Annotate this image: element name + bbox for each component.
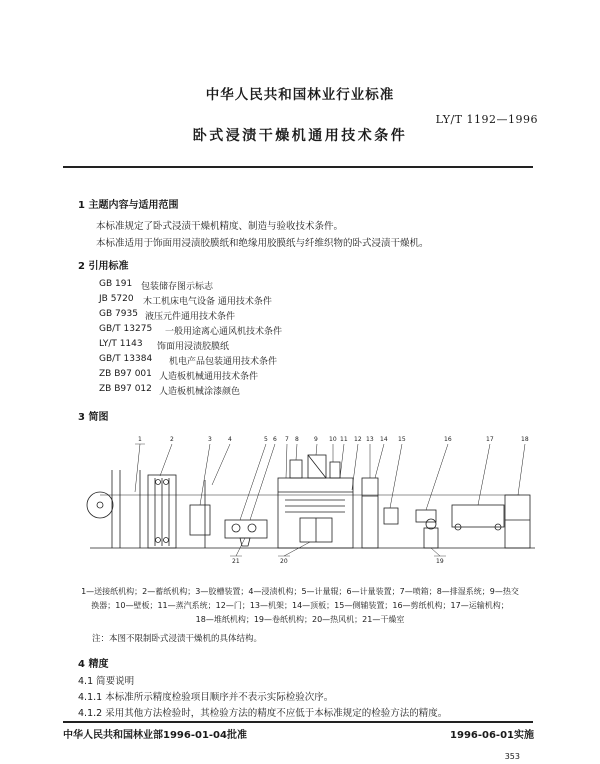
reference-title: 人造板机械涂漆颜色 [159, 387, 241, 397]
leader-line [160, 444, 172, 476]
reference-title: 木工机床电气设备 通用技术条件 [143, 297, 272, 307]
callout-21: 21 [232, 558, 240, 565]
callout-13: 13 [366, 436, 374, 443]
rewinder-box [424, 528, 438, 548]
section-4-1: 4.1 简要说明 [78, 676, 135, 687]
callout-5: 5 [264, 436, 268, 443]
leader-line [426, 444, 448, 510]
leader-line [212, 444, 230, 485]
reference-code: GB/T 13275 [99, 324, 153, 334]
reference-title: 包装储存图示标志 [141, 282, 214, 292]
unwind-roll [87, 492, 113, 518]
legend-line: 18—堆纸机构；19—卷纸机构；20—热风机；21—干燥室 [195, 615, 405, 624]
reference-code: LY/T 1143 [99, 339, 143, 349]
leader-line [431, 548, 440, 556]
callout-17: 17 [486, 436, 494, 443]
leader-line [284, 542, 310, 556]
callout-16: 16 [444, 436, 452, 443]
callout-11: 11 [340, 436, 348, 443]
callout-9: 9 [314, 436, 318, 443]
reference-code: ZB B97 001 [99, 369, 152, 379]
reference-title: 液压元件通用技术条件 [145, 312, 236, 322]
reference-title: 人造板机械通用技术条件 [159, 372, 259, 382]
reference-code: GB/T 13384 [99, 354, 153, 364]
accumulator-roller [164, 480, 169, 485]
unwind-roll-core [97, 502, 103, 508]
leader-line [340, 444, 344, 478]
leader-line [390, 444, 402, 508]
section-1-heading: 1 主题内容与适用范围 [78, 200, 179, 211]
callout-19: 19 [436, 558, 444, 565]
section-1-para-2: 本标准适用于饰面用浸渍胶膜纸和绝缘用胶膜纸与纤维织物的卧式浸渍干燥机。 [96, 238, 429, 249]
stacker [505, 495, 530, 548]
legend-line: 1—送接纸机构；2—蓄纸机构；3—胶槽装置；4—浸渍机构；5—计量辊；6—计量装置；7—喷箱；8—排湿系统；9—热交 [81, 587, 519, 596]
cutter-unit [416, 510, 436, 522]
callout-10: 10 [329, 436, 337, 443]
leader-line [478, 444, 490, 505]
callout-12: 12 [354, 436, 362, 443]
page-number: 353 [504, 752, 520, 761]
rewinder-roll [426, 519, 436, 529]
reference-title: 一般用途离心通风机技术条件 [165, 327, 283, 337]
accumulator-roller [156, 480, 161, 485]
callout-2: 2 [170, 436, 174, 443]
section-2-heading: 2 引用标准 [78, 261, 129, 272]
leader-line [240, 444, 266, 520]
accumulator-roller [164, 538, 169, 543]
leader-line [352, 444, 358, 490]
leader-line [135, 444, 140, 492]
exhaust-duct [290, 460, 302, 478]
issuing-organization: 中华人民共和国林业行业标准 [205, 87, 395, 103]
reference-title: 机电产品包装通用技术条件 [169, 357, 278, 367]
callout-15: 15 [398, 436, 406, 443]
accumulator-roller [156, 538, 161, 543]
callout-3: 3 [208, 436, 212, 443]
heat-exchanger-diag [308, 455, 326, 478]
section-4-1-2: 4.1.2 采用其他方法检验时，其检验方法的精度不应低于本标准规定的检验方法的精度。 [78, 708, 448, 719]
legend [70, 585, 530, 627]
leader-line [518, 444, 525, 495]
section-3-heading: 3 简图 [78, 412, 109, 423]
reference-title: 饰面用浸渍胶膜纸 [157, 342, 230, 352]
leader-line [250, 444, 275, 520]
reference-code: JB 5720 [99, 294, 134, 304]
leader-line [316, 444, 317, 455]
conveyor [452, 505, 504, 527]
section-4-1-1: 4.1.1 本标准所示精度检验项目顺序并不表示实际检验次序。 [78, 692, 334, 703]
figure-note: 注：本图不限制卧式浸渍干燥机的具体结构。 [92, 634, 263, 644]
section-1-para-1: 本标准规定了卧式浸渍干燥机精度、制造与验收技术条件。 [96, 221, 344, 232]
impregnation-roller [248, 524, 256, 532]
callout-4: 4 [228, 436, 232, 443]
side-frame [362, 478, 378, 548]
standard-code: LY/T 1192—1996 [435, 113, 538, 126]
callout-14: 14 [380, 436, 388, 443]
callout-8: 8 [295, 436, 299, 443]
footer-rule [63, 721, 533, 723]
reference-code: GB 7935 [99, 309, 138, 319]
section-4-heading: 4 精度 [78, 659, 109, 670]
callout-20: 20 [280, 558, 288, 565]
leader-line [375, 444, 384, 478]
glue-tank [190, 505, 210, 535]
steam-unit [330, 462, 340, 478]
callout-6: 6 [273, 436, 277, 443]
document-title: 卧式浸渍干燥机通用技术条件 [192, 128, 408, 144]
impregnation-roller [232, 524, 240, 532]
side-unit [384, 508, 398, 524]
reference-code: ZB B97 012 [99, 384, 152, 394]
dryer-housing [278, 478, 353, 548]
approval-line: 中华人民共和国林业部1996-01-04批准 [63, 730, 247, 741]
impregnation-unit [225, 520, 267, 538]
callout-1: 1 [138, 436, 142, 443]
callout-18: 18 [521, 436, 529, 443]
implementation-date: 1996-06-01实施 [450, 730, 534, 741]
callout-7: 7 [285, 436, 289, 443]
reference-code: GB 191 [99, 279, 133, 289]
leader-line [286, 444, 287, 478]
legend-line: 换器；10—壁板；11—蒸汽系统；12—门；13—机架；14—顶板；15—侧辅装置；16—剪纸机构；17—运输机构； [91, 601, 509, 610]
leader-line [296, 444, 297, 460]
